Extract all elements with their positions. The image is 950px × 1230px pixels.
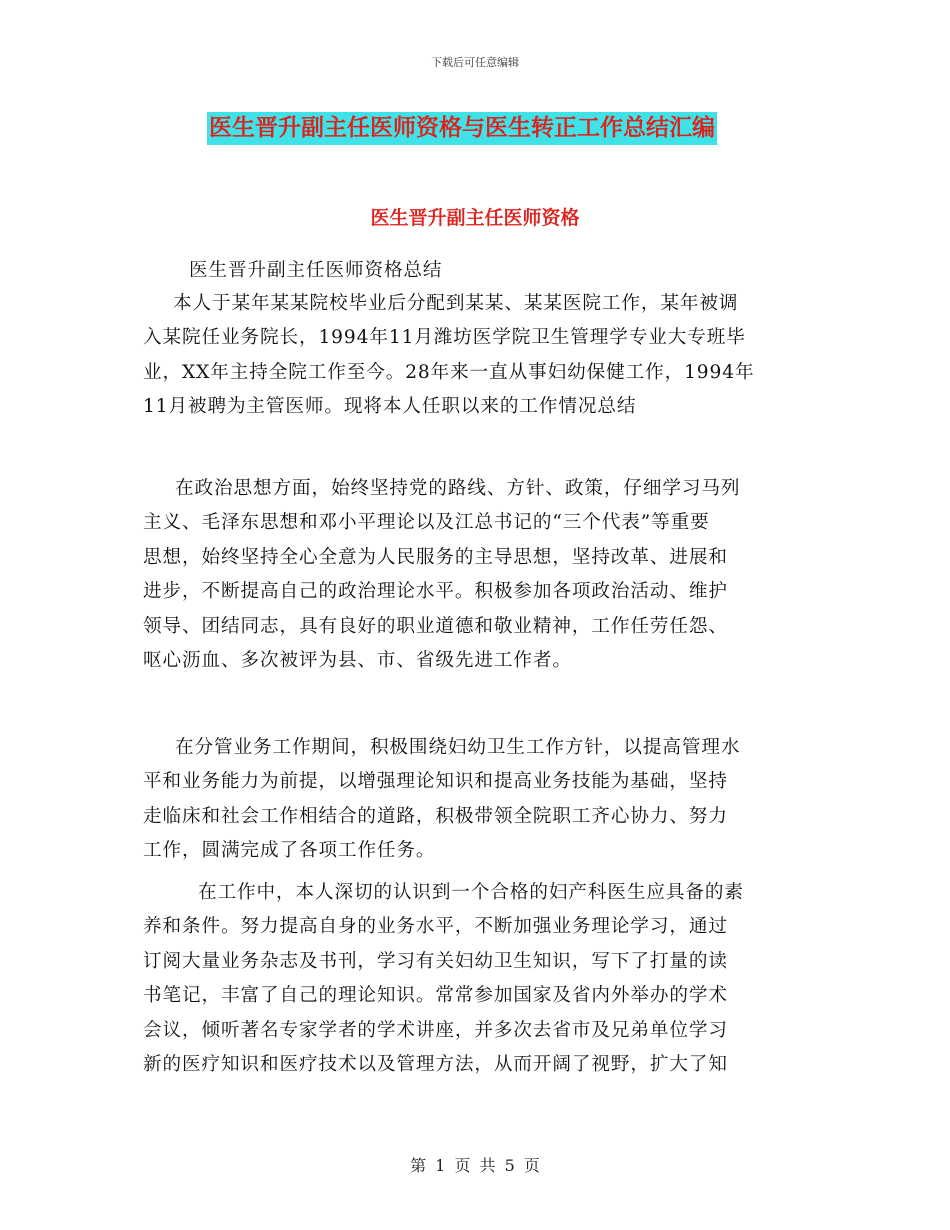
paragraph-line: 走临床和社会工作相结合的道路，积极带领全院职工齐心协力、努力 [143, 805, 728, 827]
paragraph-line: 订阅大量业务杂志及书刊，学习有关妇幼卫生知识，写下了打量的读 [143, 950, 728, 972]
paragraph-line: 11月被聘为主管医师。现将本人任职以来的工作情况总结 [143, 396, 637, 418]
subtitle-block [143, 254, 809, 288]
paragraph-line: 入某院任业务院长，1994年11月潍坊医学院卫生管理学专业大专班毕 [143, 327, 746, 349]
paragraph-line: 本人于某年某某院校毕业后分配到某某、某某医院工作，某年被调 [173, 293, 739, 314]
paragraph-1 [143, 287, 809, 425]
section-title: 医生晋升副主任医师资格 [370, 207, 580, 229]
paragraph-line: 在分管业务工作期间，积极围绕妇幼卫生工作方针，以提高管理水 [175, 737, 741, 758]
paragraph-line: 领导、团结同志，具有良好的职业道德和敬业精神，工作任劳任怨、 [143, 615, 728, 637]
paragraph-line: 思想，始终坚持全心全意为人民服务的主导思想，坚持改革、进展和 [143, 546, 728, 568]
paragraph-3 [143, 731, 809, 869]
paragraph-line: 在工作中，本人深切的认识到一个合格的妇产科医生应具备的素 [198, 882, 744, 903]
paragraph-line: 书笔记，丰富了自己的理论知识。常常参加国家及省内外举办的学术 [143, 985, 728, 1007]
paragraph-4 [143, 876, 809, 1082]
paragraph-line: 新的医疗知识和医疗技术以及管理方法，从而开阔了视野，扩大了知 [143, 1054, 728, 1076]
paragraph-line: 养和条件。努力提高自身的业务水平，不断加强业务理论学习，通过 [143, 916, 728, 938]
paragraph-line: 进步，不断提高自己的政治理论水平。积极参加各项政治活动、维护 [143, 581, 728, 603]
header-note: 下载后可任意编辑 [431, 56, 519, 69]
subtitle: 医生晋升副主任医师资格总结 [189, 260, 443, 281]
paragraph-line: 工作，圆满完成了各项工作任务。 [143, 840, 436, 862]
page-footer: 第 1 页 共 5 页 [410, 1156, 540, 1175]
paragraph-2 [143, 472, 809, 678]
paragraph-line: 主义、毛泽东思想和邓小平理论以及江总书记的“三个代表”等重要 [143, 512, 710, 534]
paragraph-line: 会议，倾听著名专家学者的学术讲座，并多次去省市及兄弟单位学习 [143, 1019, 728, 1041]
paragraph-line: 业，XX年主持全院工作至今。28年来一直从事妇幼保健工作，1994年 [143, 361, 755, 383]
paragraph-line: 平和业务能力为前提，以增强理论知识和提高业务技能为基础，坚持 [143, 771, 728, 793]
main-title: 医生晋升副主任医师资格与医生转正工作总结汇编 [207, 112, 717, 145]
paragraph-line: 呕心沥血、多次被评为县、市、省级先进工作者。 [143, 650, 572, 672]
paragraph-line: 在政治思想方面，始终坚持党的路线、方针、政策，仔细学习马列 [175, 478, 741, 499]
